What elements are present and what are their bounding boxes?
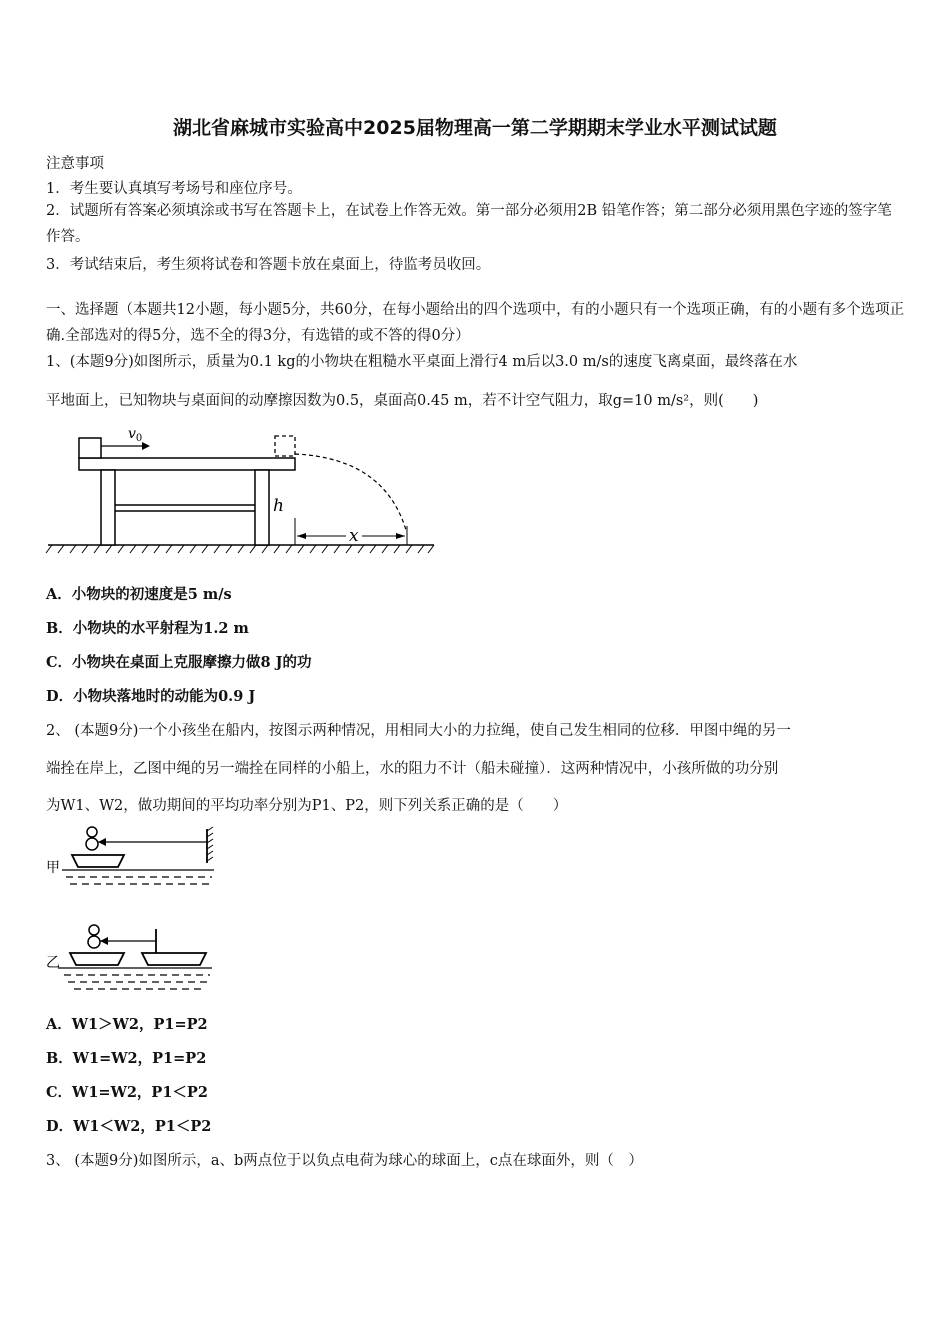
notice-item-3: 3．考试结束后，考生须将试卷和答题卡放在桌面上，待监考员收回。 <box>46 257 491 273</box>
height-label: h <box>273 496 284 516</box>
q2-option-b: B．W1=W2，P1=P2 <box>46 1050 207 1067</box>
figure-label-jia: 甲 <box>46 860 60 876</box>
q1-option-b: B．小物块的水平射程为1.2 m <box>46 620 249 637</box>
figure-label-yi: 乙 <box>46 955 60 971</box>
notice-heading: 注意事项 <box>46 156 104 172</box>
question-2-line-2: 端拴在岸上，乙图中绳的另一端拴在同样的小船上，水的阻力不计（船未碰撞）．这两种情况中，小孩所做的功分别 <box>46 761 779 777</box>
q2-option-a: A．W1＞W2，P1=P2 <box>46 1016 208 1033</box>
q2-option-c: C．W1=W2，P1＜P2 <box>46 1084 208 1101</box>
velocity-label: $v_0$ <box>128 426 143 444</box>
question-1-figure <box>44 418 439 556</box>
q1-option-a: A．小物块的初速度是5 m/s <box>46 586 232 603</box>
question-2-line-1: 2、 (本题9分)一个小孩坐在船内，按图示两种情况，用相同大小的力拉绳，使自己发生相同的位移．甲图中绳的另一 <box>46 723 791 739</box>
notice-item-1: 1．考生要认真填写考场号和座位序号。 <box>46 181 302 197</box>
q1-option-c: C．小物块在桌面上克服摩擦力做8 J的功 <box>46 654 312 671</box>
question-2-figure <box>44 823 219 998</box>
question-2-line-3: 为W1、W2，做功期间的平均功率分别为P1、P2，则下列关系正确的是（ ） <box>46 798 568 814</box>
notice-item-2: 2．试题所有答案必须填涂或书写在答题卡上，在试卷上作答无效。第一部分必须用2B 铅笔作答；第二部分必须用黑色字迹的签字笔作答。 <box>46 203 892 245</box>
question-3-line-1: 3、 (本题9分)如图所示，a、b两点位于以负点电荷为球心的球面上，c点在球面外，则（ ） <box>46 1153 643 1169</box>
section-1-instructions: 一、选择题（本题共12小题，每小题5分，共60分，在每小题给出的四个选项中，有的小题只有一个选项正确，有的小题有多个选项正确.全部选对的得5分，选不全的得3分，有选错的或不答的得0分） <box>46 302 905 344</box>
range-label: x <box>349 526 359 546</box>
page-title: 湖北省麻城市实验高中2025届物理高一第二学期期末学业水平测试试题 <box>173 117 777 139</box>
q1-option-d: D．小物块落地时的动能为0.9 J <box>46 688 256 705</box>
question-1-line-1: 1、(本题9分)如图所示，质量为0.1 kg的小物块在粗糙水平桌面上滑行4 m后以3.0 m/s的速度飞离桌面，最终落在水 <box>46 354 798 370</box>
q2-option-d: D．W1＜W2，P1＜P2 <box>46 1118 212 1135</box>
question-1-line-2: 平地面上，已知物块与桌面间的动摩擦因数为0.5，桌面高0.45 m，若不计空气阻力，取g=10 m/s²，则( ) <box>46 393 759 409</box>
